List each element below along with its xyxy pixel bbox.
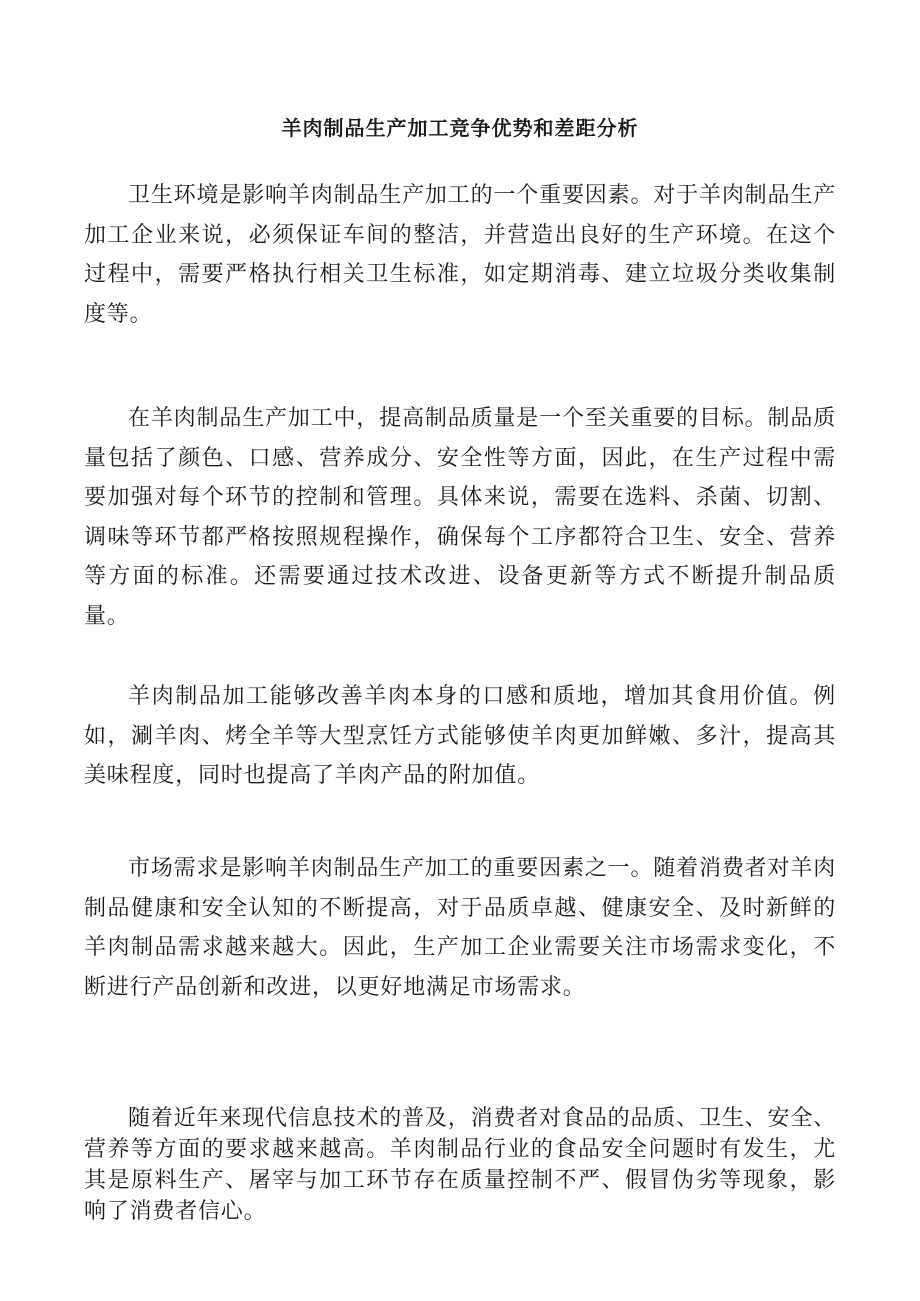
paragraph-quality: 在羊肉制品生产加工中，提高制品质量是一个至关重要的目标。制品质量包括了颜色、口感、营养成分、安全性等方面，因此，在生产过程中需要加强对每个环节的控制和管理。具体来说，需要在选料、杀菌、切割、调味等环节都严格按照规程操作，确保每个工序都符合卫生、安全、营养等方面的标准。还需要通过技术改进、设备更新等方式不断提升制品质量。 (84, 406, 836, 629)
paragraph-hygiene: 卫生环境是影响羊肉制品生产加工的一个重要因素。对于羊肉制品生产加工企业来说，必须保证车间的整洁，并营造出良好的生产环境。在这个过程中，需要严格执行相关卫生标准，如定期消毒、建立垃圾分类收集制度等。 (84, 183, 836, 327)
document-title: 羊肉制品生产加工竞争优势和差距分析 (281, 116, 639, 140)
paragraph-processing-value: 羊肉制品加工能够改善羊肉本身的口感和质地，增加其食用价值。例如，涮羊肉、烤全羊等大型烹饪方式能够使羊肉更加鲜嫩、多汁，提高其美味程度，同时也提高了羊肉产品的附加值。 (84, 684, 836, 788)
paragraph-food-safety: 随着近年来现代信息技术的普及，消费者对食品的品质、卫生、安全、营养等方面的要求越来越高。羊肉制品行业的食品安全问题时有发生，尤其是原料生产、屠宰与加工环节存在质量控制不严、假冒伪劣等现象，影响了消费者信心。 (84, 1106, 836, 1224)
paragraph-market-demand: 市场需求是影响羊肉制品生产加工的重要因素之一。随着消费者对羊肉制品健康和安全认知的不断提高，对于品质卓越、健康安全、及时新鲜的羊肉制品需求越来越大。因此，生产加工企业需要关注市场需求变化，不断进行产品创新和改进，以更好地满足市场需求。 (84, 856, 836, 1000)
